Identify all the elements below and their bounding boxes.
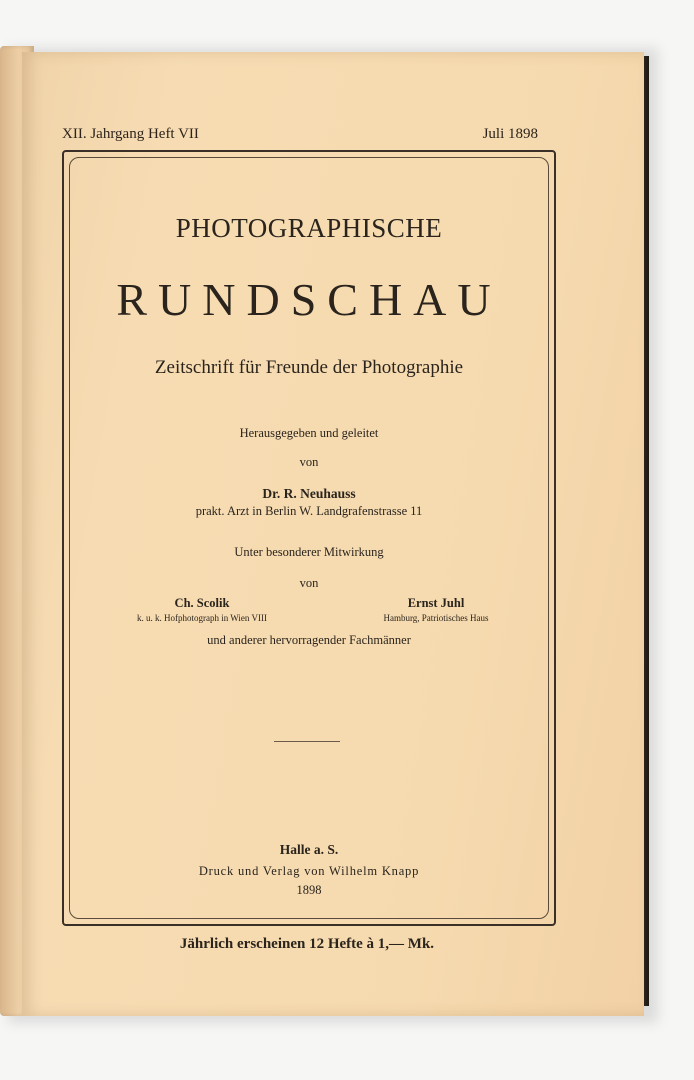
collaborator-juhl <box>336 596 536 623</box>
title-frame-inner <box>69 157 549 919</box>
volume-label: XII. Jahrgang Heft VII <box>62 126 199 142</box>
imprint-year: 1898 <box>296 883 322 897</box>
page-header <box>22 126 644 150</box>
title-page <box>22 52 644 1016</box>
collaborator-desc: Hamburg, Patriotisches Haus <box>383 613 489 623</box>
imprint-publisher: Druck und Verlag von Wilhelm Knapp <box>198 864 420 878</box>
divider-rule <box>274 741 340 742</box>
editor-name: Dr. R. Neuhauss <box>262 486 356 501</box>
collaborator-scolik <box>102 596 302 623</box>
subscription-note: Jährlich erscheinen 12 Hefte à 1,— Mk. <box>179 936 435 952</box>
imprint-city: Halle a. S. <box>279 842 339 857</box>
journal-title-line2: RUNDSCHAU <box>116 274 502 325</box>
editor-von: von <box>299 455 319 469</box>
issue-date: Juli 1898 <box>482 126 538 142</box>
journal-subtitle: Zeitschrift für Freunde der Photographie <box>154 357 464 378</box>
collaborator-name: Ch. Scolik <box>174 596 230 610</box>
collaborator-desc: k. u. k. Hofphotograph in Wien VIII <box>136 613 268 623</box>
collaboration-others: und anderer hervorragender Fachmänner <box>207 633 411 647</box>
collaborator-name: Ernst Juhl <box>407 596 465 610</box>
journal-title-line1: PHOTOGRAPHISCHE <box>175 213 443 243</box>
collaboration-von: von <box>299 576 319 590</box>
editor-intro: Herausgegeben und geleitet <box>239 426 379 440</box>
editor-address: prakt. Arzt in Berlin W. Landgrafenstrasse 11 <box>195 504 423 518</box>
collaboration-intro: Unter besonderer Mitwirkung <box>234 545 384 559</box>
title-frame <box>62 150 556 926</box>
